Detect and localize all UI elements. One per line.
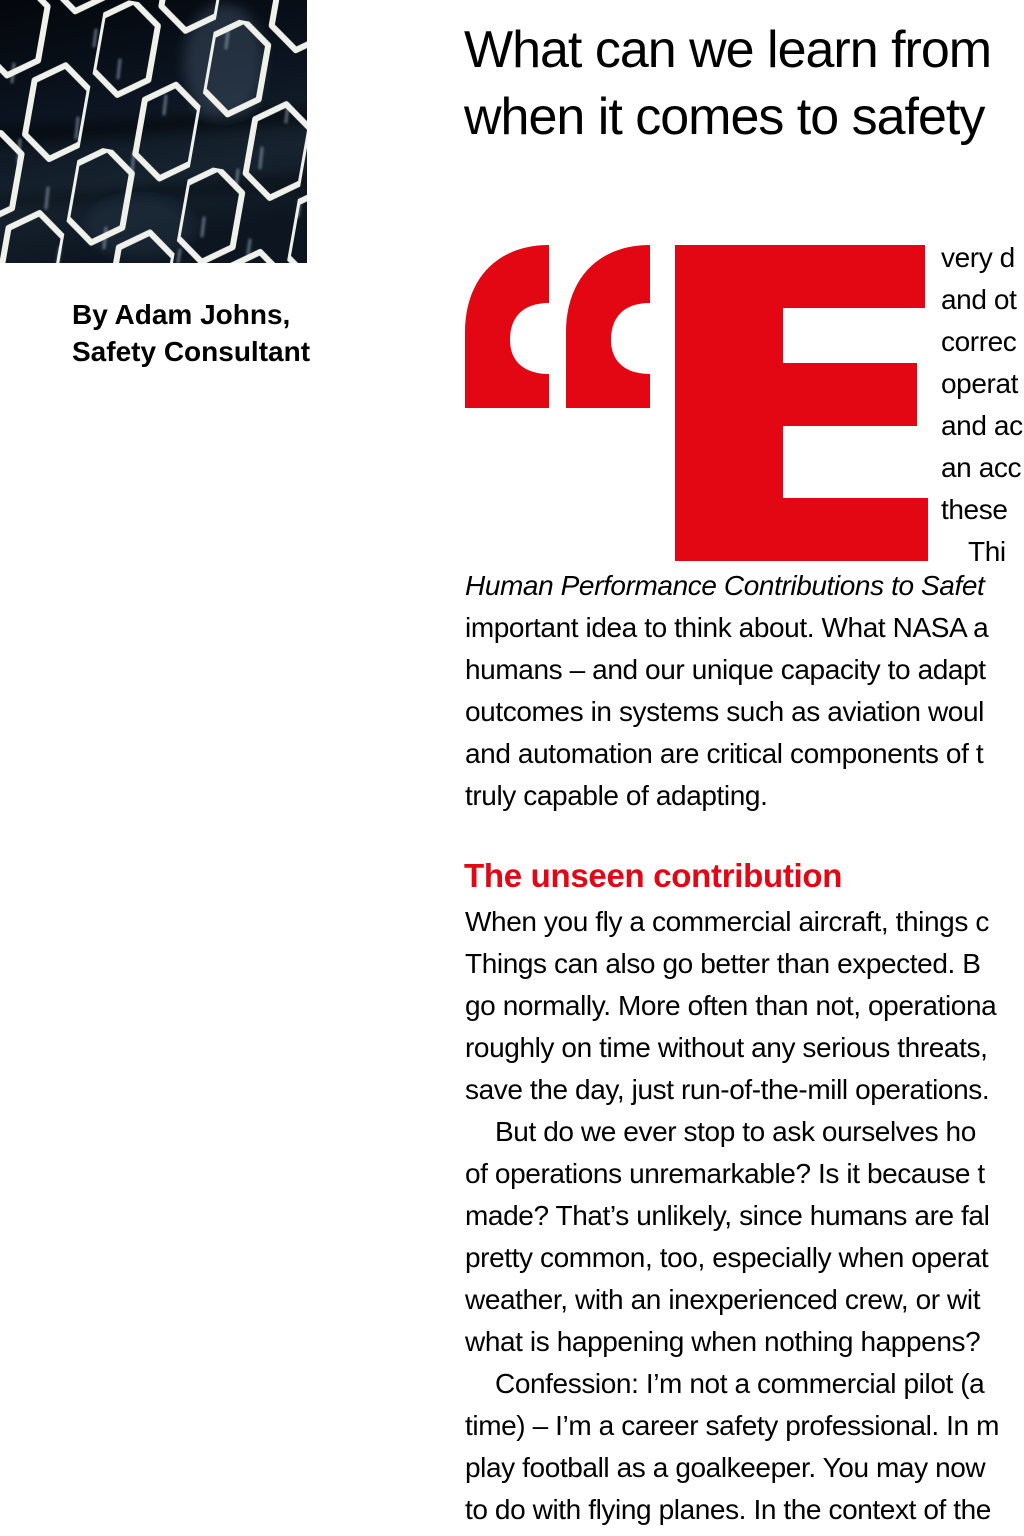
body-line: made? That’s unlikely, since humans are fal (465, 1200, 990, 1231)
body-line: important idea to think about. What NASA a (465, 612, 989, 643)
body-line: humans – and our unique capacity to adapt (465, 654, 986, 685)
paragraph-report-title (465, 565, 988, 817)
lead-line: very d (941, 242, 1015, 273)
byline-role: Safety Consultant (72, 336, 311, 367)
lead-line: and ac (941, 410, 1023, 441)
goal-net-photo (0, 0, 307, 263)
body-line: save the day, just run-of-the-mill operations. (465, 1074, 990, 1105)
byline-author: By Adam Johns, (72, 299, 291, 330)
section-heading: The unseen contribution (464, 857, 843, 894)
lead-line: operat (941, 368, 1018, 399)
body-line: of operations unremarkable? Is it because t (465, 1158, 985, 1189)
headline-line: when it comes to safety (464, 88, 985, 146)
goal-net-illustration (0, 0, 307, 263)
body-line: roughly on time without any serious threats, (465, 1032, 988, 1063)
headline-line: What can we learn from (464, 21, 992, 79)
open-quote-mark-icon (465, 245, 549, 408)
body-line: time) – I’m a career safety professional. In m (465, 1410, 1000, 1441)
lead-line: an acc (941, 452, 1022, 483)
headline (464, 17, 991, 151)
lead-line: these (941, 494, 1008, 525)
byline (72, 296, 310, 370)
body-line: pretty common, too, especially when operat (465, 1242, 989, 1273)
body-line: to do with flying planes. In the context of the (465, 1494, 991, 1525)
dropcap-quote (465, 245, 940, 561)
body-line: Confession: I’m not a commercial pilot (a (495, 1368, 985, 1399)
dropcap-graphic (465, 245, 940, 561)
body-text (465, 901, 999, 1531)
body-line: But do we ever stop to ask ourselves ho (495, 1116, 976, 1147)
body-line: go normally. More often than not, operationa (465, 990, 997, 1021)
lead-line: and ot (941, 284, 1017, 315)
lead-line: Thi (968, 536, 1006, 567)
body-line: weather, with an inexperienced crew, or wit (465, 1284, 981, 1315)
body-line: When you fly a commercial aircraft, things c (465, 906, 989, 937)
open-quote-mark-icon (566, 245, 650, 408)
report-title-line: Human Performance Contributions to Safet (465, 570, 985, 601)
body-line: play football as a goalkeeper. You may now (465, 1452, 986, 1483)
quote-lead-column (941, 237, 1023, 573)
body-line: Things can also go better than expected. B (465, 948, 981, 979)
body-line: what is happening when nothing happens? (465, 1326, 981, 1357)
body-line: truly capable of adapting. (465, 780, 768, 811)
lead-line: correc (941, 326, 1017, 357)
dropcap-letter-shape (675, 245, 928, 561)
body-line: outcomes in systems such as aviation woul (465, 696, 984, 727)
body-line: and automation are critical components of t (465, 738, 984, 769)
